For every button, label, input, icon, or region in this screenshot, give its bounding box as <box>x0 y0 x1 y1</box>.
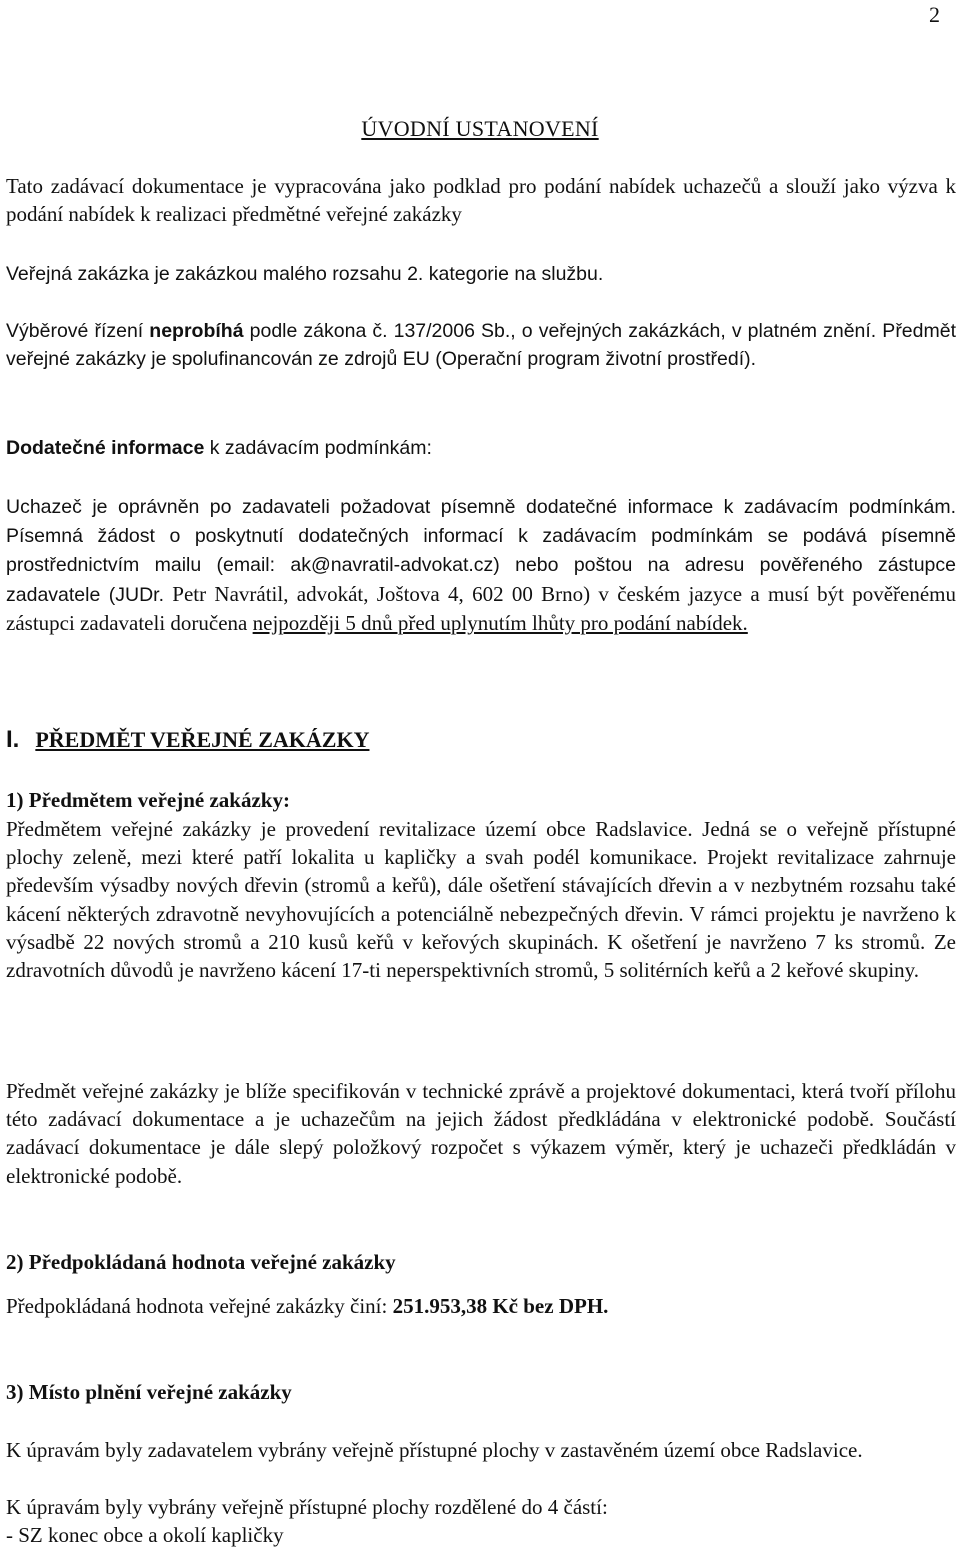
intro-p3-pre: Výběrové řízení <box>6 320 150 342</box>
section-1-heading <box>6 726 369 754</box>
subheading-2: 2) Předpokládaná hodnota veřejné zakázky <box>6 1250 396 1274</box>
intro-paragraph-4 <box>6 434 956 462</box>
section-1-paragraph-1: Předmětem veřejné zakázky je provedení revitalizace území obce Radslavice. Jedná se o veřejně přístupné plochy zeleně, mezi které patří lokalita u kapličky a svah podél komunikace. Projekt revitalizace zahrnuje především výsadby nových dřevin (stromů a keřů), dále ošetření stávajících dřevin a v nezbytném rozsahu také kácení některých zdravotně nevyhovujících a potenciálně nebezpečných dřevin. V rámci projektu je navrženo k výsadbě 22 nových stromů a 210 kusů keřů v keřových skupinách. K ošetření je navrženo 7 ks stromů. Ze zdravotních důvodů je navrženo kácení 17-ti neperspektivních stromů, 5 solitérních keřů a 2 keřové skupiny. <box>6 817 956 983</box>
intro-paragraph-1: Tato zadávací dokumentace je vypracována jako podklad pro podání nabídek uchazečů a slouží jako výzva k podání nabídek k realizaci předmětné veřejné zakázky <box>6 174 956 227</box>
value-amount: 251.953,38 Kč bez DPH. <box>392 1294 609 1318</box>
subheading-3: 3) Místo plnění veřejné zakázky <box>6 1380 292 1404</box>
intro-p5-a: Uchazeč je oprávněn po zadavateli požadovat písemně dodatečné informace k zadávacím podmínkám. <box>6 496 956 518</box>
intro-p4-bold: Dodatečné informace <box>6 437 205 459</box>
section-1-title: PŘEDMĚT VEŘEJNÉ ZAKÁZKY <box>35 727 370 752</box>
intro-p4-post: k zadávacím podmínkám: <box>204 437 432 459</box>
section-1-paragraph-2: Předmět veřejné zakázky je blíže specifikován v technické zprávě a projektové dokumentaci, která tvoří přílohu této zadávací dokumentace a je uchazečům na jejich žádost předkládána v elektronické podobě. Součástí zadávací dokumentace je dále slepý položkový rozpočet s výkazem výměr, který je uchazeči předkládán v elektronické podobě. <box>6 1079 956 1188</box>
intro-p3-mid: podle zákona č. 137/2006 Sb., o veřejných zakázkách, v platném znění. <box>243 320 877 342</box>
intro-paragraph-2: Veřejná zakázka je zakázkou malého rozsahu 2. kategorie na službu. <box>6 263 604 285</box>
section-1-paragraph-4: K úpravám byly zadavatelem vybrány veřejně přístupné plochy v zastavěném území obce Radslavice. <box>6 1438 863 1462</box>
intro-paragraph-3 <box>6 317 956 373</box>
intro-p5-b: Písemná žádost o poskytnutí dodatečných informací k zadávacím podmínkám se podává písemně prostřednictvím mailu (email: ak@navratil-advokat.cz) nebo poštou na adresu pověřeného zástupce zadavatele (JUDr. <box>6 525 956 606</box>
intro-p3-bold: neprobíhá <box>149 320 244 342</box>
intro-p5-deadline: nejpozději 5 dnů před uplynutím lhůty pro podání nabídek. <box>252 610 748 635</box>
intro-title: ÚVODNÍ USTANOVENÍ <box>361 116 599 141</box>
section-1-paragraph-5: K úpravám byly vybrány veřejně přístupné plochy rozdělené do 4 částí: <box>6 1495 608 1519</box>
section-1-paragraph-3 <box>6 1292 956 1320</box>
subheading-1: 1) Předmětem veřejné zakázky: <box>6 788 290 812</box>
value-label: Předpokládaná hodnota veřejné zakázky činí: <box>6 1294 393 1318</box>
page-number: 2 <box>929 2 940 27</box>
intro-p3-post: Předmět veřejné zakázky je spolufinancován ze zdrojů EU (Operační program životní prostředí). <box>6 320 957 371</box>
intro-paragraph-5 <box>6 492 956 637</box>
section-1-number: I. <box>6 726 20 753</box>
intro-p5-c: Petr Navrátil, advokát, Joštova 4, 602 00 Brno) v českém jazyce a musí být pověřenému zástupci zadavateli doručena <box>6 581 956 635</box>
section-1-paragraph-6: - SZ konec obce a okolí kapličky <box>6 1523 284 1547</box>
